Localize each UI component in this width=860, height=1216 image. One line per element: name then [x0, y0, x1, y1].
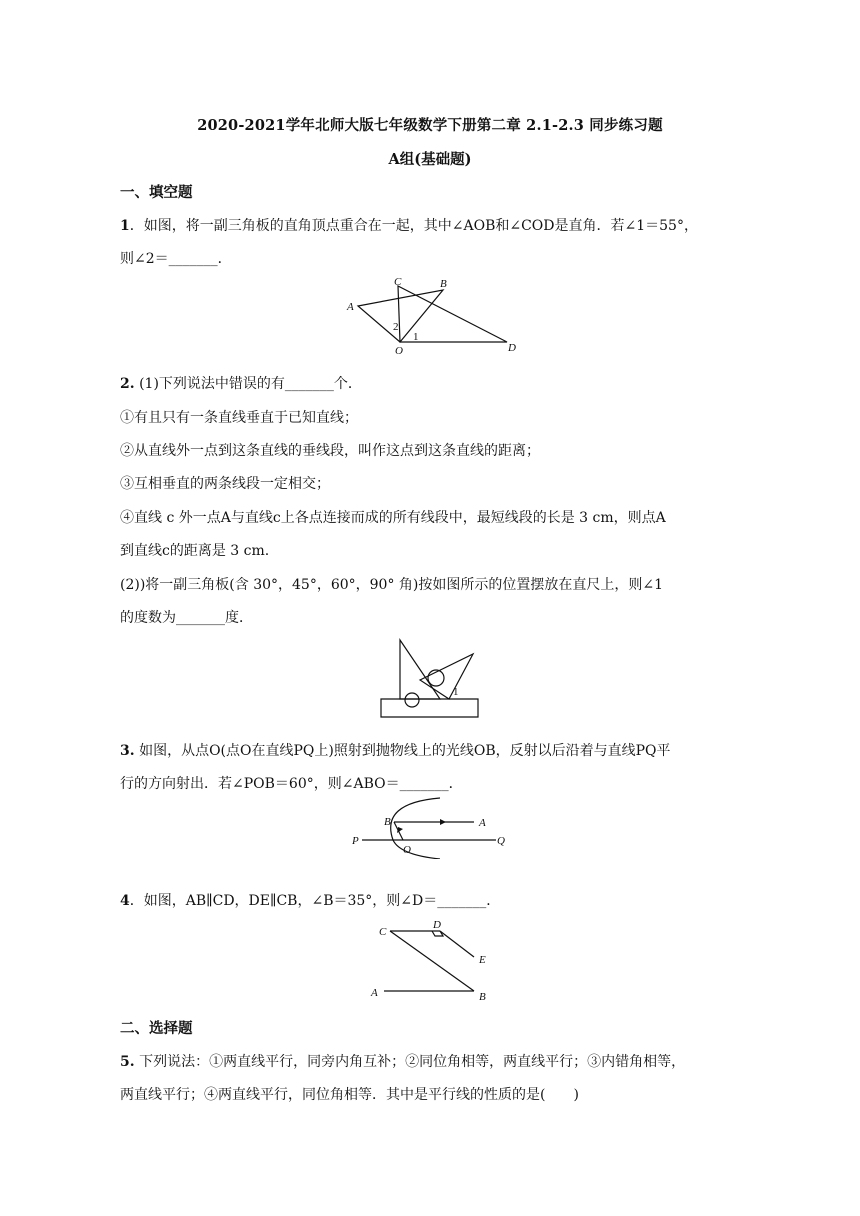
- q3-ray-arrow: [440, 819, 446, 825]
- q3-line-2: 行的方向射出．若∠POB＝60°，则∠ABO＝_______．: [120, 776, 463, 792]
- q4-label-c: C: [379, 926, 387, 938]
- q2-line-8: 的度数为_______度．: [120, 610, 253, 626]
- q1-label-b: B: [440, 278, 447, 290]
- q3-label-p: P: [352, 835, 359, 847]
- q5-line-1: [120, 1051, 760, 1071]
- q2-figure: [378, 636, 482, 720]
- q3-label-a: A: [479, 817, 486, 829]
- q4-label-d: D: [433, 919, 441, 931]
- q3-line-1: [120, 740, 760, 760]
- q4-figure: [366, 917, 496, 1005]
- q4-line-1: [120, 890, 760, 910]
- q4-label-a: A: [371, 987, 378, 999]
- q5-number: 5.: [120, 1054, 135, 1070]
- q1-line-1: [120, 215, 760, 235]
- q5-line-2: 两直线平行；④两直线平行，同位角相等．其中是平行线的性质的是( ): [120, 1087, 579, 1103]
- q2-angle-1: 1: [453, 686, 459, 698]
- q2-line-3: ②从直线外一点到这条直线的垂线段，叫作这点到这条直线的距离；: [120, 443, 540, 459]
- group-heading: A组(基础题): [388, 151, 472, 168]
- q2-line-4: ③互相垂直的两条线段一定相交；: [120, 476, 330, 492]
- q2-line-1: [120, 373, 760, 393]
- q2-text-1: (1)下列说法中错误的有_______个．: [134, 376, 362, 392]
- q1-angle-2: 2: [393, 321, 399, 333]
- q3-label-b: B: [384, 816, 391, 828]
- q1-text-1: ．如图，将一副三角板的直角顶点重合在一起，其中∠AOB和∠COD是直角．若∠1＝55°，: [129, 218, 698, 234]
- q2-line-2: ①有且只有一条直线垂直于已知直线；: [120, 410, 358, 426]
- q1-label-o: O: [395, 345, 403, 356]
- q2-number: 2.: [120, 376, 135, 392]
- q3-label-q: Q: [497, 835, 505, 847]
- q3-label-o: O: [403, 844, 411, 856]
- q4-label-e: E: [479, 954, 486, 966]
- page-title: 2020-2021学年北师大版七年级数学下册第二章 2.1-2.3 同步练习题: [197, 117, 663, 134]
- q1-angle-1: 1: [413, 331, 419, 343]
- q1-line-2: 则∠2＝_______．: [120, 251, 232, 267]
- q2-line-5: ④直线 c 外一点A与直线c上各点连接而成的所有线段中，最短线段的长是 3 cm，则点A: [120, 510, 666, 526]
- q3-figure: [348, 795, 516, 859]
- q1-number: 1: [120, 218, 130, 234]
- q1-label-c: C: [394, 276, 402, 288]
- q4-text-1: ．如图，AB∥CD，DE∥CB，∠B＝35°，则∠D＝_______．: [129, 893, 501, 909]
- q1-label-d: D: [508, 342, 516, 354]
- q3-incident-arrow: [397, 827, 403, 833]
- section-fill-in: 一、填空题: [120, 184, 193, 201]
- q2-line-6: 到直线c的距离是 3 cm.: [120, 543, 270, 559]
- q4-number: 4: [120, 893, 130, 909]
- q4-label-b: B: [479, 991, 486, 1003]
- q1-figure: [340, 274, 530, 356]
- q1-label-a: A: [347, 301, 354, 313]
- q2-line-7: (2))将一副三角板(含 30°，45°，60°，90° 角)按如图所示的位置摆放在直尺上，则∠1: [120, 577, 664, 593]
- q3-number: 3.: [120, 743, 135, 759]
- q5-text-1: 下列说法：①两直线平行，同旁内角互补；②同位角相等，两直线平行；③内错角相等，: [134, 1054, 686, 1070]
- q3-text-1: 如图，从点O(点O在直线PQ上)照射到抛物线上的光线OB，反射以后沿着与直线PQ平: [134, 743, 671, 759]
- section-choice: 二、选择题: [120, 1020, 193, 1037]
